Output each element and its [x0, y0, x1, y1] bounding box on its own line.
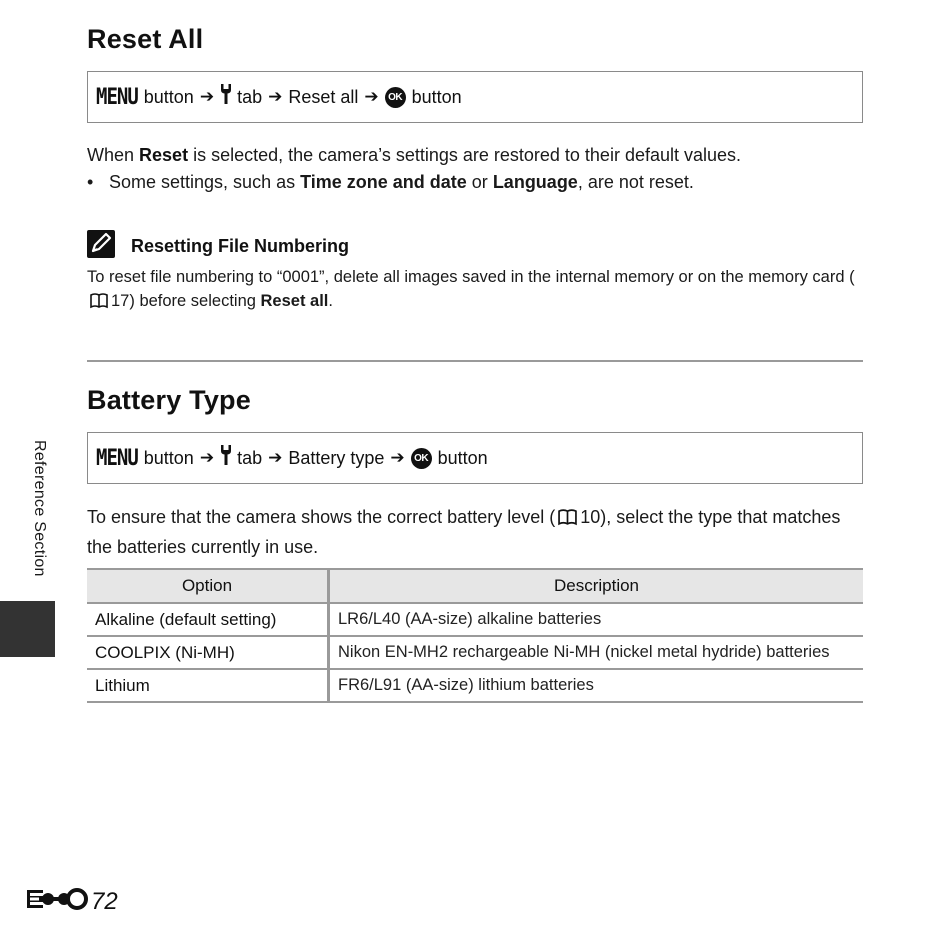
section-title-battery-type: Battery Type [87, 385, 251, 415]
menu-path-button-label: button [143, 86, 194, 107]
section-title-reset-all: Reset All [87, 24, 204, 54]
bullet-dot: • [87, 172, 94, 192]
table-cell-option: COOLPIX (Ni-MH) [87, 636, 329, 669]
ok-icon: OK [385, 87, 406, 108]
menu-path-button-label: button [143, 447, 194, 468]
table-header-description: Description [329, 569, 864, 603]
ok-icon: OK [411, 448, 432, 469]
table-cell-description: Nikon EN-MH2 rechargeable Ni-MH (nickel metal hydride) batteries [329, 636, 864, 669]
book-reference-icon [558, 507, 577, 534]
arrow-right-icon: ➔ [199, 87, 215, 106]
table-header-option: Option [87, 569, 329, 603]
menu-path-battery-type [87, 432, 863, 484]
book-reference-icon [90, 292, 108, 316]
menu-path-item-label: Battery type [288, 447, 385, 468]
arrow-right-icon: ➔ [364, 87, 379, 106]
menu-icon: MENU [96, 445, 138, 471]
battery-type-table [87, 568, 863, 703]
page-number [27, 886, 118, 917]
menu-path-reset-all [87, 71, 863, 123]
menu-path-tab-label: tab [237, 86, 263, 107]
menu-path-item-label: Reset all [288, 86, 359, 107]
menu-path-button-label: button [437, 447, 488, 468]
note-title: Resetting File Numbering [131, 236, 350, 256]
table-row [87, 603, 863, 636]
arrow-right-icon: ➔ [390, 448, 405, 467]
wrench-icon [220, 84, 232, 110]
side-section-tab [0, 601, 55, 657]
table-cell-description: FR6/L91 (AA-size) lithium batteries [329, 669, 864, 702]
reset-all-description: When Reset is selected, the camera’s settings are restored to their default values. [87, 145, 742, 165]
page-number-value: 72 [91, 887, 118, 915]
pencil-note-icon [87, 230, 115, 258]
wrench-icon [220, 445, 232, 471]
side-section-label: Reference Section [31, 440, 48, 577]
section-divider [87, 360, 863, 362]
note-text: To reset file numbering to “0001”, delete all images saved in the internal memory or on the memory card (17) before selecting Reset all. [87, 265, 877, 316]
menu-path-tab-label: tab [237, 447, 263, 468]
reference-section-icon [27, 886, 89, 917]
reset-all-bullet: • Some settings, such as Time zone and date or Language, are not reset. [87, 172, 694, 192]
menu-icon: MENU [96, 84, 138, 110]
table-header-row [87, 569, 863, 603]
battery-type-description: To ensure that the camera shows the correct battery level ( 10), select the type that matches the batteries currently in use. [87, 507, 841, 557]
arrow-right-icon: ➔ [268, 448, 283, 467]
table-cell-description: LR6/L40 (AA-size) alkaline batteries [329, 603, 864, 636]
arrow-right-icon: ➔ [268, 87, 283, 106]
table-row [87, 636, 863, 669]
table-cell-option: Lithium [87, 669, 329, 702]
menu-path-button-label: button [411, 86, 462, 107]
arrow-right-icon: ➔ [199, 448, 215, 467]
table-cell-option: Alkaline (default setting) [87, 603, 329, 636]
table-row [87, 669, 863, 702]
